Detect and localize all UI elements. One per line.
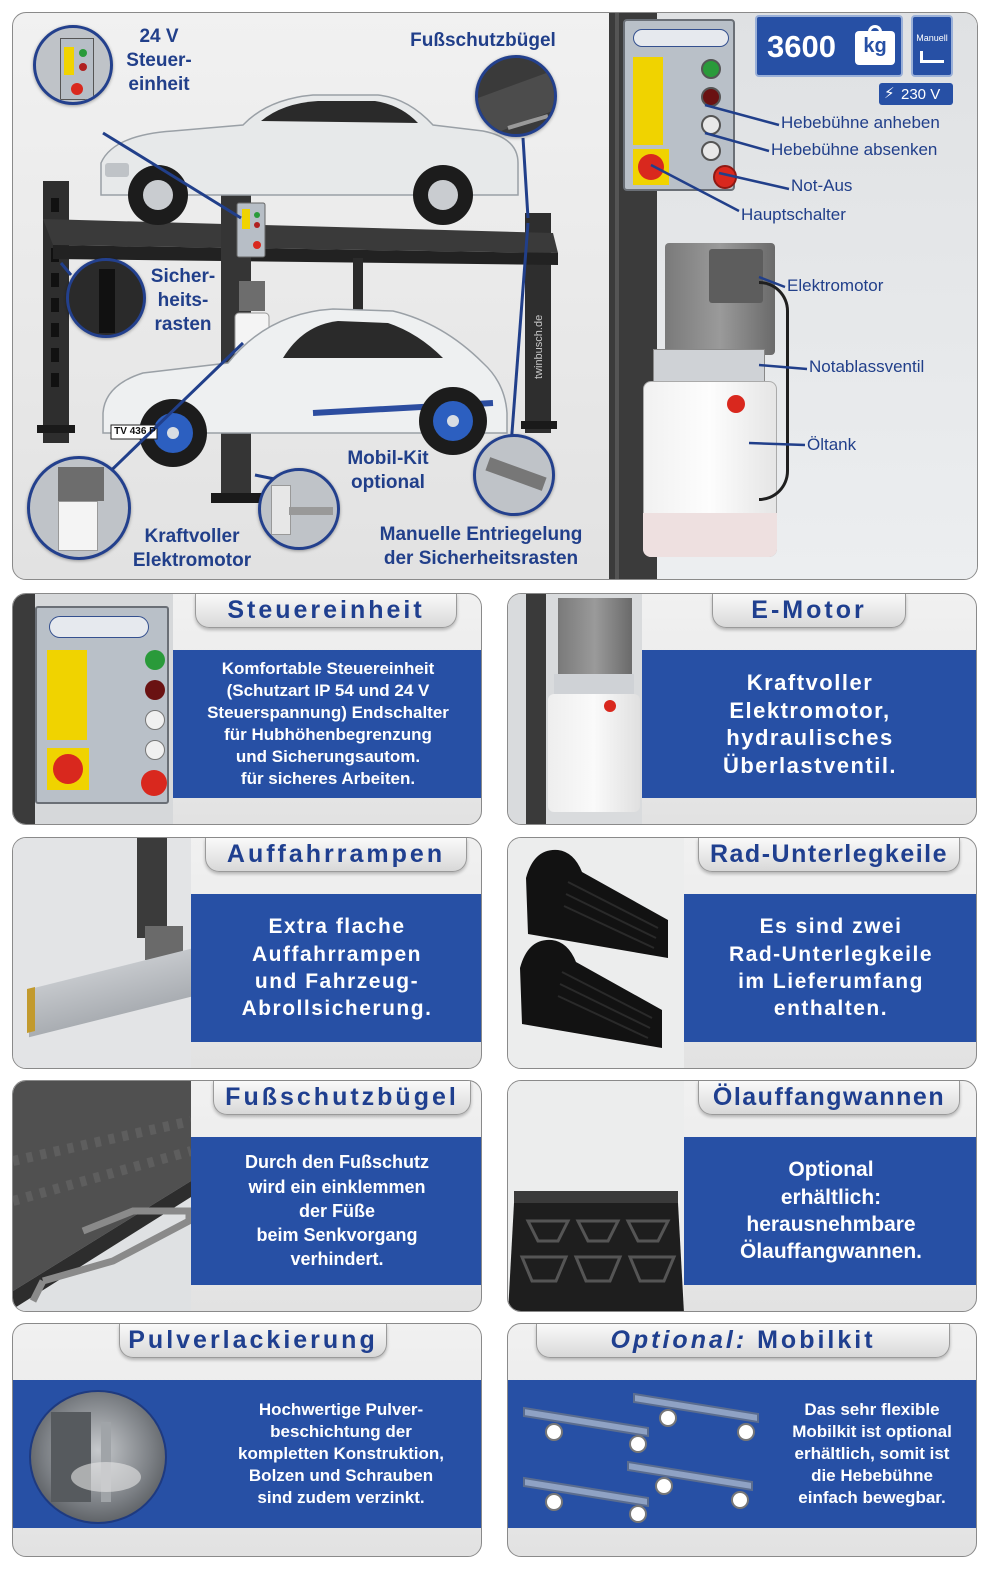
control-unit-photo [13, 594, 173, 825]
oil-pan-photo [508, 1081, 684, 1312]
fussschutz-text: Durch den Fußschutz wird ein einklemmen der Füße beim Senkvorgang verhindert. [191, 1137, 482, 1285]
unterlegkeile-text: Es sind zwei Rad-Unterlegkeile im Lieferumfang enthalten. [684, 894, 977, 1042]
wheel-chocks-photo [508, 838, 684, 1069]
foot-guard-photo [13, 1081, 191, 1312]
mobilkit-text: Das sehr flexible Mobilkit ist optional erhältlich, somit ist die Hebebühne einfach bewegbar. [508, 1380, 977, 1528]
panel-oelwannen [507, 1080, 977, 1312]
callout-lower: Hebebühne absenken [771, 140, 938, 159]
mobilkit-title-name: Mobilkit [757, 1326, 876, 1354]
motor-label: Kraftvoller Elektromotor [132, 526, 252, 571]
panel-mobilkit [507, 1323, 977, 1557]
callout-motor: Elektromotor [787, 276, 884, 295]
lever-icon [920, 51, 944, 63]
lightning-icon: ⚡ [884, 85, 895, 102]
pulver-text: Hochwertige Pulver- beschichtung der kompletten Konstruktion, Bolzen und Schrauben sind zudem verzinkt. [13, 1380, 482, 1528]
callout-raise: Hebebühne anheben [781, 113, 940, 132]
pulver-title: Pulverlackierung [119, 1324, 387, 1358]
rear-post-brand-print: twinbusch.de [533, 314, 545, 379]
unterlegkeile-title: Rad-Unterlegkeile [698, 838, 960, 872]
auffahrrampen-title: Auffahrrampen [205, 838, 467, 872]
capacity-badge [755, 15, 903, 77]
panel-fussschutz [12, 1080, 482, 1312]
emotor-title: E-Motor [712, 594, 906, 628]
callout-release-valve: Notablassventil [809, 357, 925, 376]
manual-mode-label: Manuell [916, 33, 948, 43]
oelwannen-text: Optional erhältlich: herausnehmbare Ölauffangwannen. [684, 1137, 977, 1285]
weight-icon [855, 31, 895, 65]
control-closeup [609, 13, 978, 580]
auffahrrampen-text: Extra flache Auffahrrampen und Fahrzeug- Abrollsicherung. [191, 894, 482, 1042]
callout-emergency-stop: Not-Aus [791, 176, 853, 195]
control-unit-lens [33, 25, 113, 105]
capacity-value: 3600 [767, 29, 836, 64]
mobile-kit-lens [258, 468, 340, 550]
foot-guard-label: Fußschutzbügel [410, 30, 556, 51]
foot-guard-lens [475, 55, 557, 137]
panel-steuereinheit [12, 593, 482, 825]
callout-oil-tank: Öltank [807, 435, 857, 454]
steuereinheit-text: Komfortable Steuereinheit (Schutzart IP 54 und 24 V Steuerspannung) Endschalter für Hubhöhenbegrenzung und Sicherungsautom. für sicheres Arbeiten. [173, 650, 482, 798]
hero-lift-overview [12, 12, 978, 580]
mobile-kit-parts-illustration [518, 1388, 768, 1528]
safety-catches-lens [66, 258, 146, 338]
voltage-badge [879, 83, 953, 105]
motor-photo [508, 594, 642, 825]
manual-release-label: Manuelle Entriegelung der Sicherheitsrasten [379, 524, 583, 569]
control-unit-label: 24 V Steuer- einheit [126, 26, 192, 95]
callout-main-switch: Hauptschalter [741, 205, 846, 224]
mobile-kit-label: Mobil-Kit optional [347, 448, 429, 493]
emotor-text: Kraftvoller Elektromotor, hydraulisches Überlastventil. [642, 650, 977, 798]
fussschutz-title: Fußschutzbügel [213, 1081, 471, 1115]
oelwannen-title: Ölauffangwannen [698, 1081, 960, 1115]
license-plate-text: TV 436 P [114, 426, 156, 437]
mobilkit-title-optional: Optional: [610, 1326, 748, 1354]
manual-mode-badge [911, 15, 953, 77]
motor-lens [27, 456, 131, 560]
panel-auffahrrampen [12, 837, 482, 1069]
safety-catches-label: Sicher- heits- rasten [150, 266, 216, 335]
panel-unterlegkeile [507, 837, 977, 1069]
voltage-label: 230 V [901, 86, 941, 103]
capacity-unit: kg [863, 35, 887, 57]
steuereinheit-title: Steuereinheit [195, 594, 457, 628]
mobilkit-title [536, 1324, 950, 1358]
panel-pulver [12, 1323, 482, 1557]
powder-coating-lens [29, 1390, 167, 1524]
manual-release-lens [473, 434, 555, 516]
panel-emotor [507, 593, 977, 825]
ramp-photo [13, 838, 191, 1069]
